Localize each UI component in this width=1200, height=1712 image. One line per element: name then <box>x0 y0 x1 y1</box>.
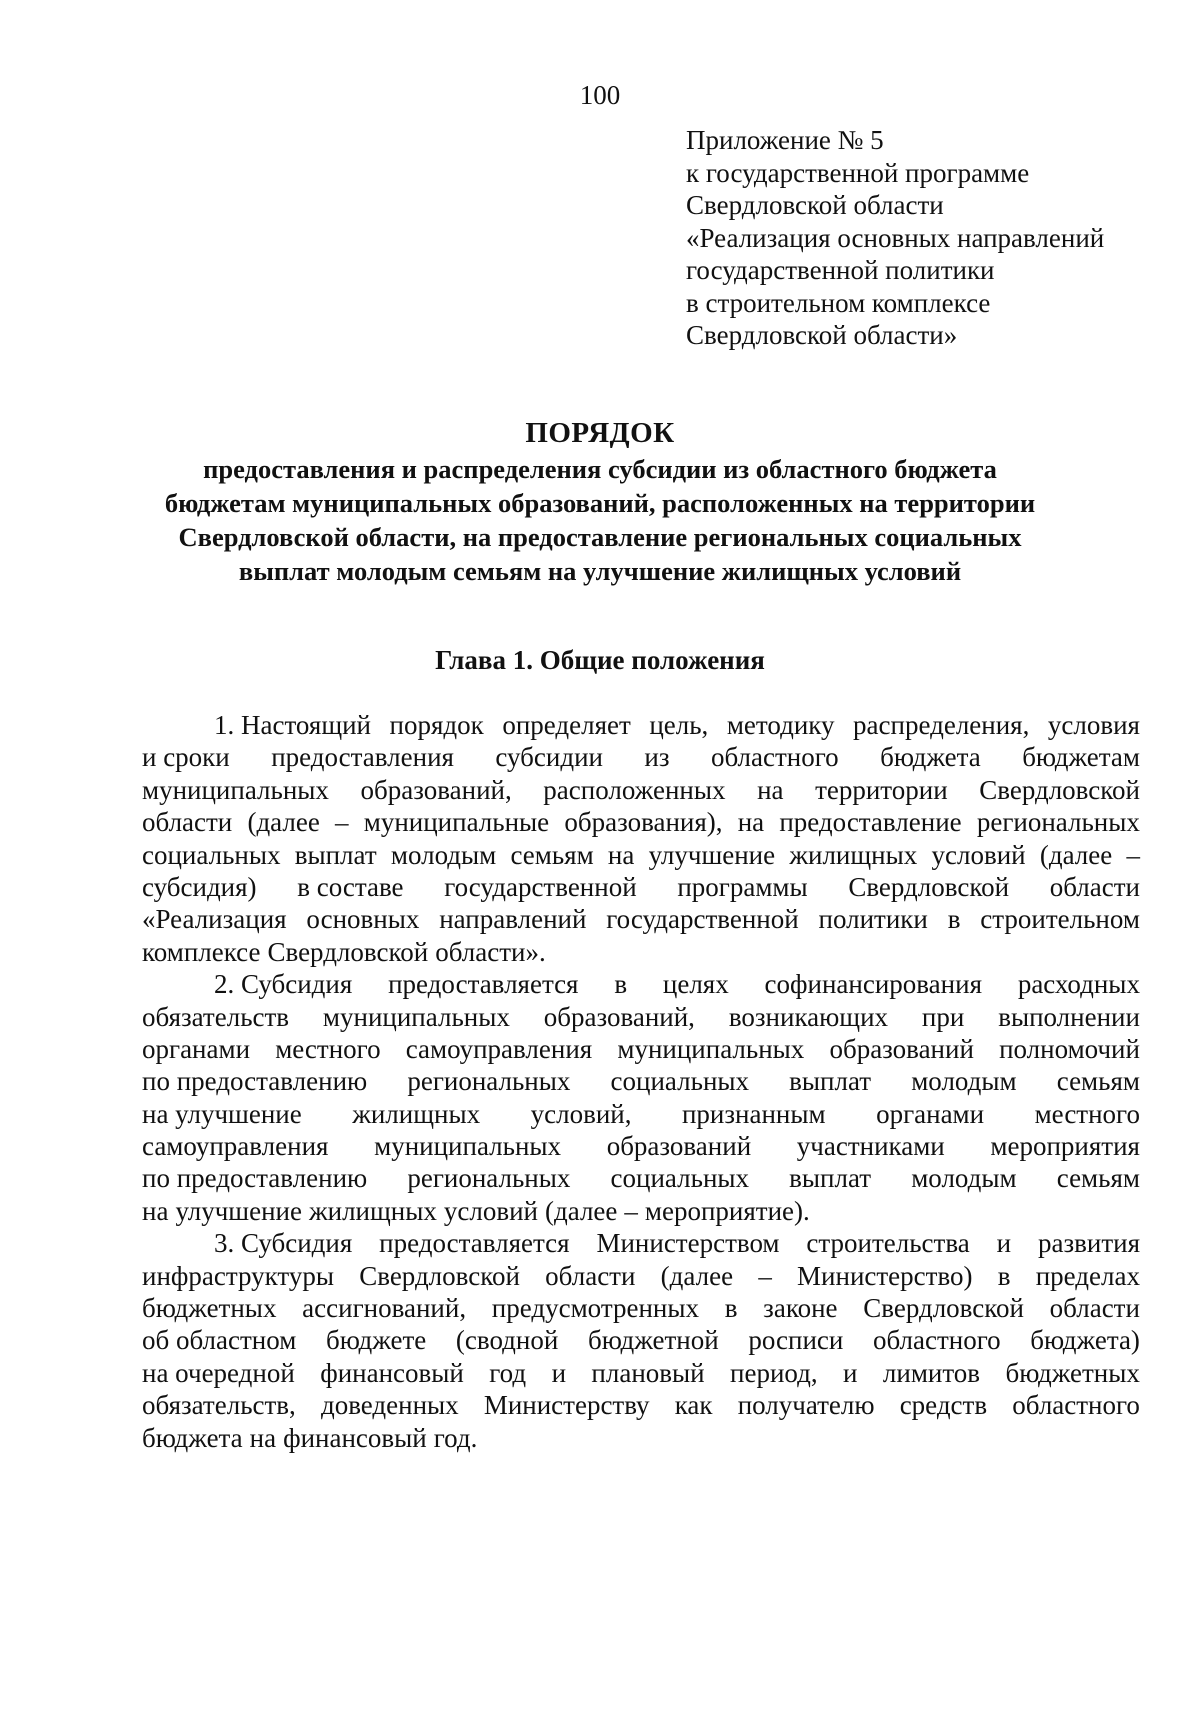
word: распределения, <box>853 710 1030 740</box>
word: целях <box>662 969 729 1000</box>
word: в <box>724 1293 738 1324</box>
word: на очередной <box>142 1357 295 1388</box>
word: – <box>1126 839 1140 870</box>
paragraph <box>142 709 1140 968</box>
appendix-header <box>686 124 1156 352</box>
word: региональных <box>976 807 1140 838</box>
word: улучшение <box>175 1195 302 1226</box>
word: расходных <box>1017 969 1140 1000</box>
word: – <box>624 1195 638 1226</box>
word: Свердловской <box>979 774 1140 805</box>
word: условия <box>1047 710 1140 740</box>
word: признанным <box>681 1098 826 1129</box>
word: 3. Субсидия <box>214 1228 353 1259</box>
word: строительном <box>980 904 1140 935</box>
word: полномочий <box>999 1033 1140 1064</box>
word: Свердловской <box>863 1293 1024 1324</box>
word: предоставления <box>271 742 454 773</box>
paragraph <box>142 968 1140 1227</box>
word: по предоставлению <box>142 1163 368 1194</box>
paragraph-line <box>142 1357 1140 1389</box>
appendix-line: государственной политики <box>686 255 995 285</box>
word: 1. Настоящий <box>214 710 372 740</box>
word: финансовый <box>320 1357 464 1388</box>
word: бюджетных <box>142 1293 277 1324</box>
word: получателю <box>737 1390 875 1421</box>
word: образований <box>606 1131 752 1162</box>
word: из <box>644 742 670 773</box>
word: муниципальных <box>322 1001 510 1032</box>
word: «Реализация <box>142 904 287 935</box>
paragraph <box>142 1227 1140 1454</box>
paragraph-line <box>142 1195 1140 1227</box>
word: программы <box>677 871 808 902</box>
word: муниципальных <box>374 1131 562 1162</box>
word: социальных <box>610 1163 750 1194</box>
word: в <box>947 904 961 935</box>
word: политики <box>818 904 928 935</box>
word: участниками <box>796 1131 945 1162</box>
appendix-line: «Реализация основных направлений <box>686 222 1105 253</box>
word: и <box>551 1357 567 1388</box>
paragraph-line <box>142 1065 1140 1097</box>
word: области <box>1049 1293 1140 1324</box>
word: предусмотренных <box>491 1293 699 1324</box>
word: и <box>996 1228 1012 1259</box>
word: – <box>758 1260 772 1291</box>
word: Министерством <box>596 1228 780 1259</box>
word: бюджета <box>880 742 981 773</box>
word: цель, <box>649 710 709 740</box>
word: жилищных <box>789 839 918 870</box>
word: Свердловской <box>359 1260 520 1291</box>
paragraph-line <box>142 871 1140 903</box>
word: региональных <box>407 1066 571 1097</box>
word: органами <box>876 1098 985 1129</box>
document-title: ПОРЯДОК <box>525 417 675 449</box>
document-body <box>142 709 1140 1454</box>
appendix-line: Приложение № 5 <box>686 125 884 155</box>
word: самоуправления <box>405 1033 593 1064</box>
word: мероприятия <box>990 1131 1140 1162</box>
word: и <box>843 1357 858 1388</box>
paragraph-line <box>142 741 1140 773</box>
word: местного <box>1034 1098 1140 1129</box>
word: молодым <box>911 1066 1017 1097</box>
paragraph-line <box>142 774 1140 806</box>
paragraph-line <box>142 1227 1140 1259</box>
word: государственной <box>606 904 799 935</box>
word: образования), <box>564 807 723 838</box>
word: порядок <box>389 710 484 740</box>
word: бюджетных <box>1005 1357 1140 1388</box>
word: Министерство) <box>797 1260 973 1291</box>
word: выплат <box>294 839 377 870</box>
word: муниципальные <box>363 807 550 838</box>
subtitle-line: выплат молодым семьям на улучшение жилищных условий <box>238 556 962 586</box>
paragraph-line <box>142 806 1140 838</box>
word: основных <box>306 904 420 935</box>
word: условий <box>931 839 1026 870</box>
word: областного <box>710 742 839 773</box>
word: (далее <box>660 1260 734 1291</box>
word: в <box>614 969 628 1000</box>
word: областного <box>1012 1390 1140 1421</box>
paragraph-line <box>142 1324 1140 1356</box>
word: ассигнований, <box>302 1293 467 1324</box>
word: территории <box>815 774 948 805</box>
page-number: 100 <box>579 80 621 110</box>
word: (далее <box>247 807 320 838</box>
word: жилищных <box>308 1195 437 1226</box>
word: пределах <box>1035 1260 1140 1291</box>
word: образований, <box>360 774 512 805</box>
word: государственной <box>444 871 637 902</box>
word: образований, <box>543 1001 695 1032</box>
word: определяет <box>502 710 631 740</box>
word: (сводной <box>455 1325 559 1356</box>
word: выполнении <box>998 1001 1140 1032</box>
word: как <box>674 1390 713 1421</box>
word: молодым <box>390 839 497 870</box>
word: предоставление <box>779 807 962 838</box>
word: период, <box>730 1357 818 1388</box>
word: предоставляется <box>379 1228 570 1259</box>
word: образований <box>829 1033 974 1064</box>
word: бюджета <box>142 1422 243 1453</box>
word: органами <box>142 1033 251 1064</box>
word: по предоставлению <box>142 1066 368 1097</box>
appendix-line: Свердловской области <box>686 190 944 220</box>
word: год. <box>433 1422 478 1453</box>
word: средств <box>899 1390 988 1421</box>
word: развития <box>1037 1228 1140 1259</box>
word: области». <box>435 936 546 967</box>
word: росписи <box>748 1325 844 1356</box>
word: предоставляется <box>388 969 579 1000</box>
word: бюджете <box>325 1325 427 1356</box>
document-subtitle <box>150 452 1050 588</box>
word: семьям <box>1056 1066 1140 1097</box>
word: в составе <box>297 871 404 902</box>
word: методику <box>726 710 835 740</box>
chapter-title: Глава 1. Общие положения <box>435 645 765 675</box>
word: лимитов <box>882 1357 981 1388</box>
word: жилищных <box>352 1098 481 1129</box>
word: социальных <box>142 839 281 870</box>
word: (далее <box>545 1195 618 1226</box>
word: мероприятие). <box>644 1195 810 1226</box>
word: софинансирования <box>764 969 982 1000</box>
word: молодым <box>911 1163 1017 1194</box>
word: строительства <box>806 1228 970 1259</box>
word: возникающих <box>728 1001 889 1032</box>
appendix-line: в строительном комплексе <box>686 287 991 318</box>
word: направлений <box>439 904 587 935</box>
word: на <box>607 839 635 870</box>
word: при <box>921 1001 965 1032</box>
appendix-line: Свердловской области» <box>686 320 958 350</box>
word: инфраструктуры <box>142 1260 334 1291</box>
word: субсидия) <box>142 871 257 902</box>
paragraph-line <box>142 1422 1140 1454</box>
paragraph-line <box>142 839 1140 871</box>
word: на <box>737 807 765 838</box>
word: комплексе <box>142 936 261 967</box>
word: Свердловской <box>267 936 429 967</box>
paragraph-line <box>142 1162 1140 1194</box>
word: местного <box>275 1033 381 1064</box>
word: – <box>335 807 349 838</box>
word: год <box>489 1357 527 1388</box>
word: области <box>1049 871 1140 902</box>
word: финансовый <box>283 1422 427 1453</box>
paragraph-line <box>142 1098 1140 1130</box>
paragraph-line <box>142 1001 1140 1033</box>
word: выплат <box>789 1163 872 1194</box>
paragraph-line <box>142 936 1140 968</box>
word: областного <box>872 1325 1001 1356</box>
word: бюджетной <box>587 1325 719 1356</box>
paragraph-line <box>142 1389 1140 1421</box>
word: на <box>757 774 784 805</box>
word: (далее <box>1039 839 1113 870</box>
word: на <box>249 1422 277 1453</box>
paragraph-line <box>142 1292 1140 1324</box>
paragraph-line <box>142 903 1140 935</box>
paragraph-line <box>142 1260 1140 1292</box>
word: муниципальных <box>142 774 329 805</box>
word: Свердловской <box>848 871 1010 902</box>
word: бюджета) <box>1030 1325 1140 1356</box>
subtitle-line: предоставления и распределения субсидии из областного бюджета <box>203 454 997 484</box>
word: семьям <box>510 839 594 870</box>
word: семьям <box>1056 1163 1140 1194</box>
word: региональных <box>407 1163 571 1194</box>
word: обязательств <box>142 1001 290 1032</box>
word: области <box>142 807 233 838</box>
paragraph-line <box>142 709 1140 741</box>
word: и сроки <box>142 742 230 773</box>
word: обязательств, <box>142 1390 296 1421</box>
subtitle-line: Свердловской области, на предоставление региональных социальных <box>178 522 1022 552</box>
word: области <box>545 1260 636 1291</box>
word: субсидии <box>495 742 603 773</box>
word: бюджетам <box>1022 742 1140 773</box>
word: условий <box>443 1195 538 1226</box>
word: на <box>142 1195 169 1226</box>
word: в <box>997 1260 1011 1291</box>
word: условий, <box>530 1098 632 1129</box>
word: 2. Субсидия <box>214 969 353 1000</box>
paragraph-line <box>142 1130 1140 1162</box>
word: расположенных <box>543 774 726 805</box>
word: социальных <box>610 1066 750 1097</box>
appendix-line: к государственной программе <box>686 157 1030 188</box>
word: выплат <box>789 1066 872 1097</box>
word: доведенных <box>320 1390 459 1421</box>
word: улучшение <box>648 839 776 870</box>
word: плановый <box>591 1357 705 1388</box>
word: муниципальных <box>617 1033 805 1064</box>
word: самоуправления <box>142 1131 329 1162</box>
word: законе <box>763 1293 838 1324</box>
paragraph-line <box>142 1033 1140 1065</box>
word: Министерству <box>483 1390 650 1421</box>
subtitle-line: бюджетам муниципальных образований, расположенных на территории <box>164 488 1036 518</box>
paragraph-line <box>142 968 1140 1000</box>
word: об областном <box>142 1325 297 1356</box>
word: на улучшение <box>142 1098 302 1129</box>
